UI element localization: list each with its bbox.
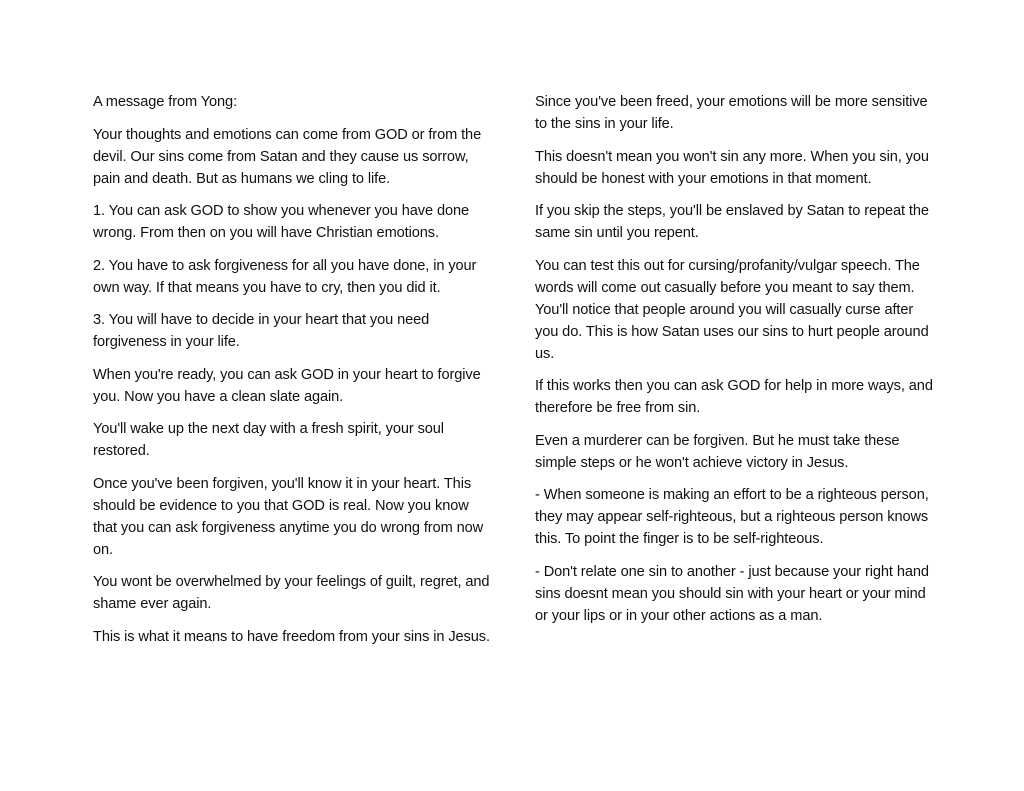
paragraph: You'll wake up the next day with a fresh spirit, your soul restored.	[93, 421, 444, 459]
step-two: 2. You have to ask forgiveness for all you have done, in your own way. If that means you have to cry, then you did it.	[93, 257, 477, 296]
paragraph: When you're ready, you can ask GOD in your heart to forgive you. Now you have a clean slate again.	[93, 366, 481, 405]
step-one: 1. You can ask GOD to show you whenever you have done wrong. From then on you will have Christian emotions.	[93, 203, 470, 241]
right-column	[535, 91, 935, 637]
paragraph: Your thoughts and emotions can come from GOD or from the devil. Our sins come from Satan and they cause us sorrow, pain and death. But as humans we cling to life.	[93, 126, 482, 187]
paragraph: You wont be overwhelmed by your feelings of guilt, regret, and shame ever again.	[93, 574, 490, 612]
paragraph: If this works then you can ask GOD for help in more ways, and therefore be free from sin.	[535, 378, 933, 416]
paragraph: This doesn't mean you won't sin any more. When you sin, you should be honest with your emotions in that moment.	[535, 148, 929, 187]
paragraph: This is what it means to have freedom from your sins in Jesus.	[93, 628, 490, 645]
paragraph: If you skip the steps, you'll be enslaved by Satan to repeat the same sin until you repent.	[535, 203, 929, 241]
bullet-note: - When someone is making an effort to be a righteous person, they may appear self-righteous, but a righteous person knows this. To point the finger is to be self-righteous.	[535, 487, 929, 547]
paragraph: Since you've been freed, your emotions will be more sensitive to the sins in your life.	[535, 94, 928, 132]
paragraph: You can test this out for cursing/profanity/vulgar speech. The words will come out casually before you meant to say them. You'll notice that people around you will casually curse after you do. This is how Satan uses our sins to hurt people around us.	[535, 257, 929, 362]
left-column	[93, 91, 493, 658]
paragraph: Even a murderer can be forgiven. But he must take these simple steps or he won't achieve victory in Jesus.	[535, 432, 900, 471]
paragraph: Once you've been forgiven, you'll know it in your heart. This should be evidence to you that GOD is real. Now you know that you can ask forgiveness anytime you do wrong from now on.	[93, 475, 484, 558]
step-three: 3. You will have to decide in your heart that you need forgiveness in your life.	[93, 312, 430, 350]
bullet-note: - Don't relate one sin to another - just because your right hand sins doesnt mean you should sin with your heart or your mind or your lips or in your other actions as a man.	[535, 563, 929, 624]
greeting-line: A message from Yong:	[93, 94, 238, 110]
